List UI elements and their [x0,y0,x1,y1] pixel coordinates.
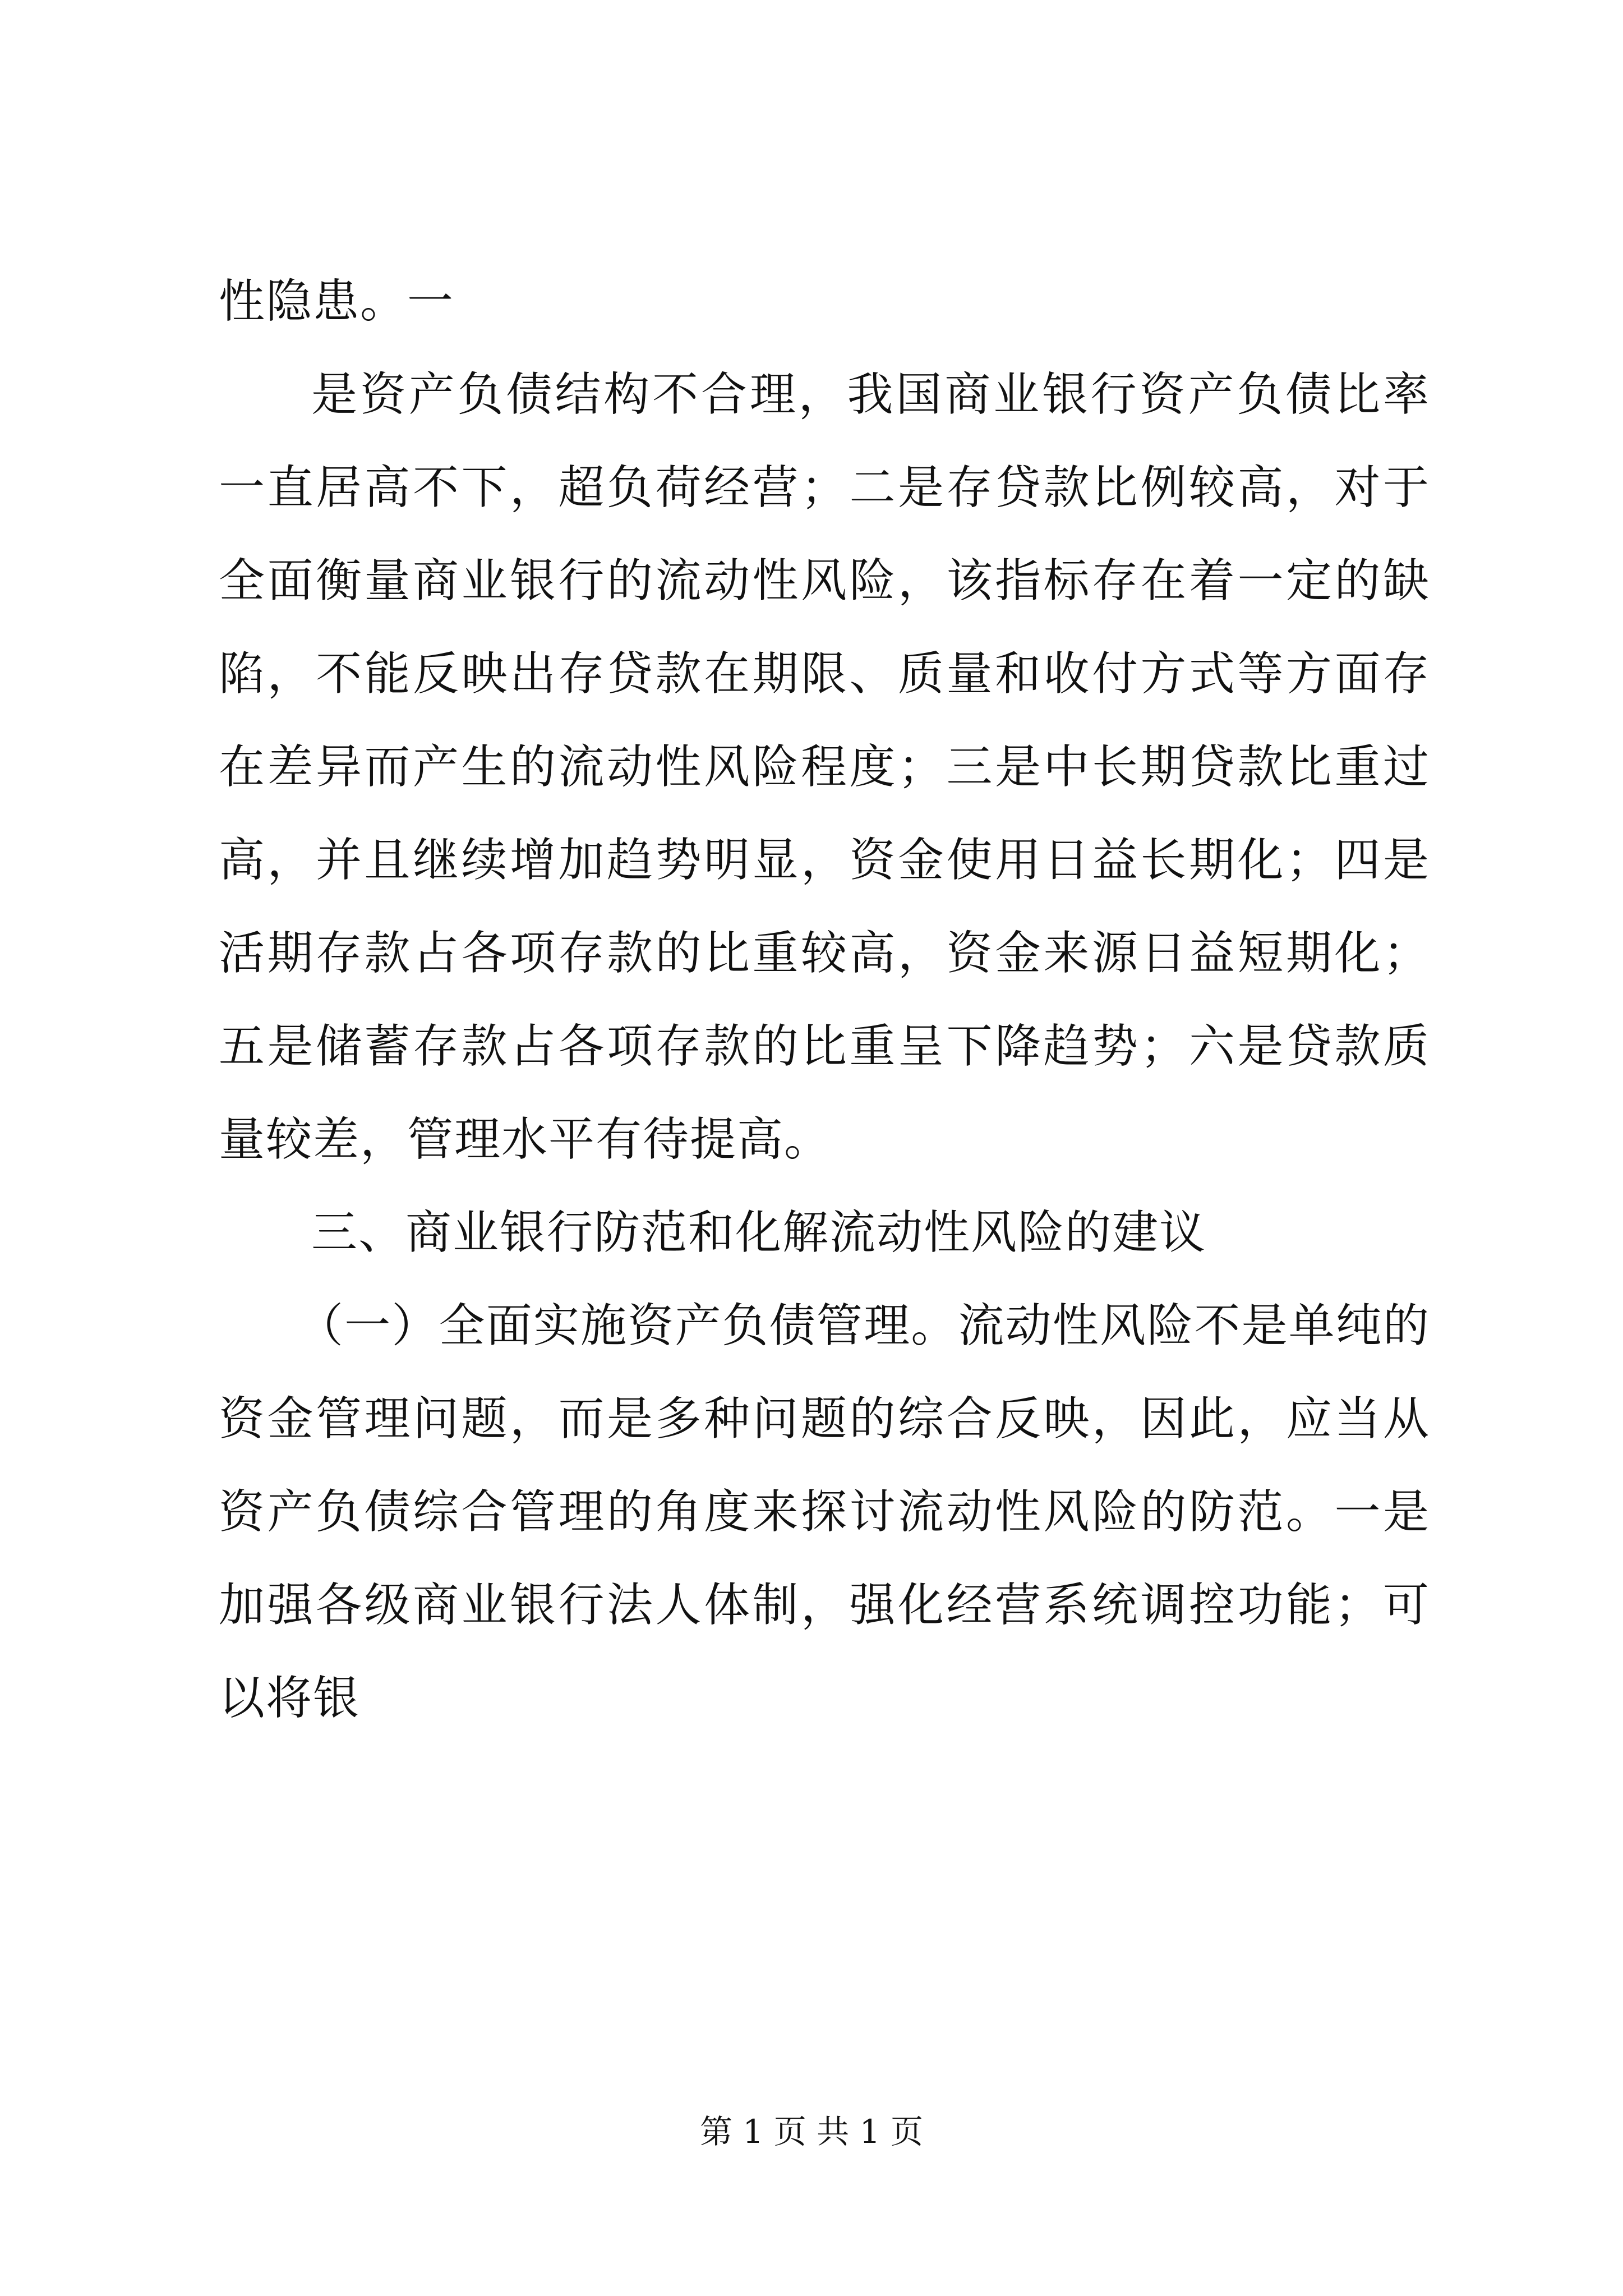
document-body [219,255,1430,1745]
paragraph-continuation: 性隐患。一 [219,275,455,328]
paragraph-liquidity-issues: 是资产负债结构不合理，我国商业银行资产负债比率一直居高不下，超负荷经营；二是存贷款比例较高，对于全面衡量商业银行的流动性风险，该指标存在着一定的缺陷，不能反映出存贷款在期限、质量和收付方式等方面存在差异而产生的流动性风险程度；三是中长期贷款比重过高，并且继续增加趋势明显，资金使用日益长期化；四是活期存款占各项存款的比重较高，资金来源日益短期化；五是储蓄存款占各项存款的比重呈下降趋势；六是贷款质量较差，管理水平有待提高。 [219,368,1430,1166]
page-footer: 第 1 页 共 1 页 [700,2113,923,2151]
section-heading-suggestions: 三、商业银行防范和化解流动性风险的建议 [311,1206,1207,1259]
paragraph-asset-liability-management: （一）全面实施资产负债管理。流动性风险不是单纯的资金管理问题，而是多种问题的综合反映，因此，应当从资产负债综合管理的角度来探讨流动性风险的防范。一是加强各级商业银行法人体制，强化经营系统调控功能；可以将银 [219,1299,1430,1725]
